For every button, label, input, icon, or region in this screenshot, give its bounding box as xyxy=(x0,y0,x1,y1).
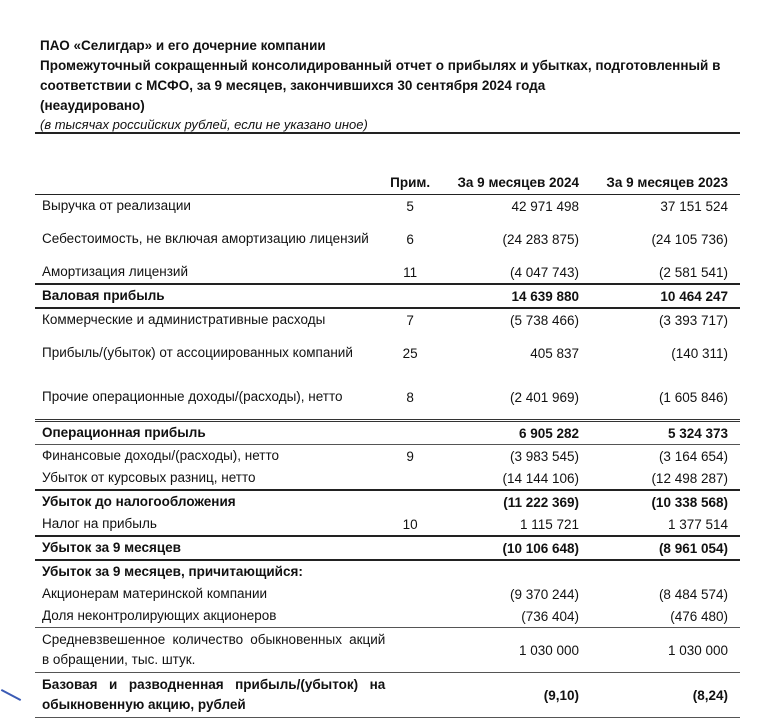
value-2024: 6 905 282 xyxy=(435,421,579,445)
table-row xyxy=(35,536,740,560)
value-2024: (3 983 545) xyxy=(509,448,580,464)
row-note xyxy=(385,673,435,718)
row-note xyxy=(385,421,435,445)
value-2023: 37 151 524 xyxy=(660,198,728,214)
value-2023: (24 105 736) xyxy=(651,231,728,247)
value-2024: 1 030 000 xyxy=(435,628,579,673)
value-2023: (140 311) xyxy=(671,345,728,361)
table-row xyxy=(35,605,740,628)
row-label: Амортизация лицензий xyxy=(35,261,385,284)
value-2023: (3 164 654) xyxy=(658,448,728,464)
table-header-row xyxy=(35,170,740,195)
row-note: 8 xyxy=(385,375,435,421)
row-note: 11 xyxy=(385,261,435,284)
income-statement-table xyxy=(35,170,740,718)
value-2023: (2 581 541) xyxy=(579,261,740,284)
report-title-line2: соответствии с МСФО, за 9 месяцев, закончившихся 30 сентября 2024 года xyxy=(40,78,546,93)
row-label: Средневзвешенное количество обыкновенных акций в обращении, тыс. штук. xyxy=(35,628,385,673)
row-label: Налог на прибыль xyxy=(35,513,385,536)
table-row xyxy=(35,513,740,536)
column-header-2023: За 9 месяцев 2023 xyxy=(579,170,740,195)
header-divider xyxy=(35,132,740,134)
value-2023: 1 377 514 xyxy=(579,513,740,536)
value-2024: (14 144 106) xyxy=(435,467,579,490)
row-note xyxy=(385,583,435,605)
table-row xyxy=(35,673,740,718)
column-header-note: Прим. xyxy=(385,170,435,195)
pen-mark xyxy=(1,689,21,701)
table-row xyxy=(35,583,740,605)
row-note: 9 xyxy=(406,448,414,464)
value-2024: 14 639 880 xyxy=(435,284,579,308)
value-2024: (10 106 648) xyxy=(435,536,579,560)
table-row xyxy=(35,628,740,673)
value-2023: (1 605 846) xyxy=(579,375,740,421)
value-2023: (8 484 574) xyxy=(658,586,728,602)
row-label: Убыток от курсовых разниц, нетто xyxy=(35,467,385,490)
row-label: Финансовые доходы/(расходы), нетто xyxy=(42,448,280,463)
column-header-label xyxy=(35,170,385,195)
value-2024: 405 837 xyxy=(530,345,580,361)
value-2023 xyxy=(579,560,740,583)
table-row xyxy=(35,261,740,284)
audit-note: (неаудировано) xyxy=(40,98,145,113)
table-row xyxy=(35,308,740,331)
value-2023: 1 030 000 xyxy=(579,628,740,673)
value-2024: (5 738 466) xyxy=(509,312,580,328)
value-2024: (736 404) xyxy=(435,605,579,628)
value-2023: 5 324 373 xyxy=(579,421,740,445)
value-2023: 10 464 247 xyxy=(579,284,740,308)
row-label: Коммерческие и административные расходы xyxy=(42,312,326,327)
table-row xyxy=(35,284,740,308)
row-note: 10 xyxy=(385,513,435,536)
table-row xyxy=(35,467,740,490)
row-note: 7 xyxy=(406,312,414,328)
table-row xyxy=(35,331,740,375)
row-label: Доля неконтролирующих акционеров xyxy=(35,605,385,628)
value-2023: (8 961 054) xyxy=(579,536,740,560)
row-note xyxy=(385,628,435,673)
row-label: Прибыль/(убыток) от ассоциированных компаний xyxy=(42,345,353,360)
company-name: ПАО «Селигдар» и его дочерние компании xyxy=(40,38,326,53)
row-note xyxy=(385,467,435,490)
row-note: 25 xyxy=(402,345,418,361)
row-label: Себестоимость, не включая амортизацию лицензий xyxy=(42,231,369,246)
value-2024: (11 222 369) xyxy=(503,494,580,510)
row-label: Убыток до налогообложения xyxy=(42,494,236,509)
row-label: Базовая и разводненная прибыль/(убыток) на обыкновенную акцию, рублей xyxy=(35,673,385,718)
table-row xyxy=(35,421,740,445)
row-note xyxy=(385,284,435,308)
table-row xyxy=(35,195,740,218)
row-note xyxy=(385,560,435,583)
table-row xyxy=(35,490,740,513)
units-note: (в тысячах российских рублей, если не указано иное) xyxy=(40,117,368,132)
value-2024: 42 971 498 xyxy=(511,198,580,214)
value-2024: (9,10) xyxy=(435,673,579,718)
value-2023: (10 338 568) xyxy=(651,494,728,510)
row-note xyxy=(385,536,435,560)
row-label: Валовая прибыль xyxy=(35,284,385,308)
row-note: 5 xyxy=(406,198,414,214)
value-2023: (8,24) xyxy=(579,673,740,718)
row-label: Убыток за 9 месяцев xyxy=(35,536,385,560)
value-2024 xyxy=(435,560,579,583)
value-2023: (3 393 717) xyxy=(658,312,728,328)
value-2024: (24 283 875) xyxy=(502,231,580,247)
row-note xyxy=(385,605,435,628)
value-2024: (9 370 244) xyxy=(509,586,580,602)
table-row xyxy=(35,560,740,583)
row-note: 6 xyxy=(406,231,414,247)
row-label: Выручка от реализации xyxy=(42,198,191,213)
report-title-line1: Промежуточный сокращенный консолидированный отчет о прибылях и убытках, подготовленный в xyxy=(40,58,721,73)
value-2024: (2 401 969) xyxy=(435,375,579,421)
document-header xyxy=(40,36,750,134)
row-label: Прочие операционные доходы/(расходы), нетто xyxy=(35,375,385,421)
table-row xyxy=(35,375,740,421)
value-2024: 1 115 721 xyxy=(435,513,579,536)
row-note xyxy=(385,490,435,513)
value-2023: (476 480) xyxy=(579,605,740,628)
row-label: Убыток за 9 месяцев, причитающийся: xyxy=(42,564,303,579)
column-header-2024: За 9 месяцев 2024 xyxy=(435,170,579,195)
table-row xyxy=(35,445,740,468)
row-label: Операционная прибыль xyxy=(35,421,385,445)
table-row xyxy=(35,217,740,261)
row-label: Акционерам материнской компании xyxy=(42,586,268,601)
value-2023: (12 498 287) xyxy=(579,467,740,490)
value-2024: (4 047 743) xyxy=(435,261,579,284)
